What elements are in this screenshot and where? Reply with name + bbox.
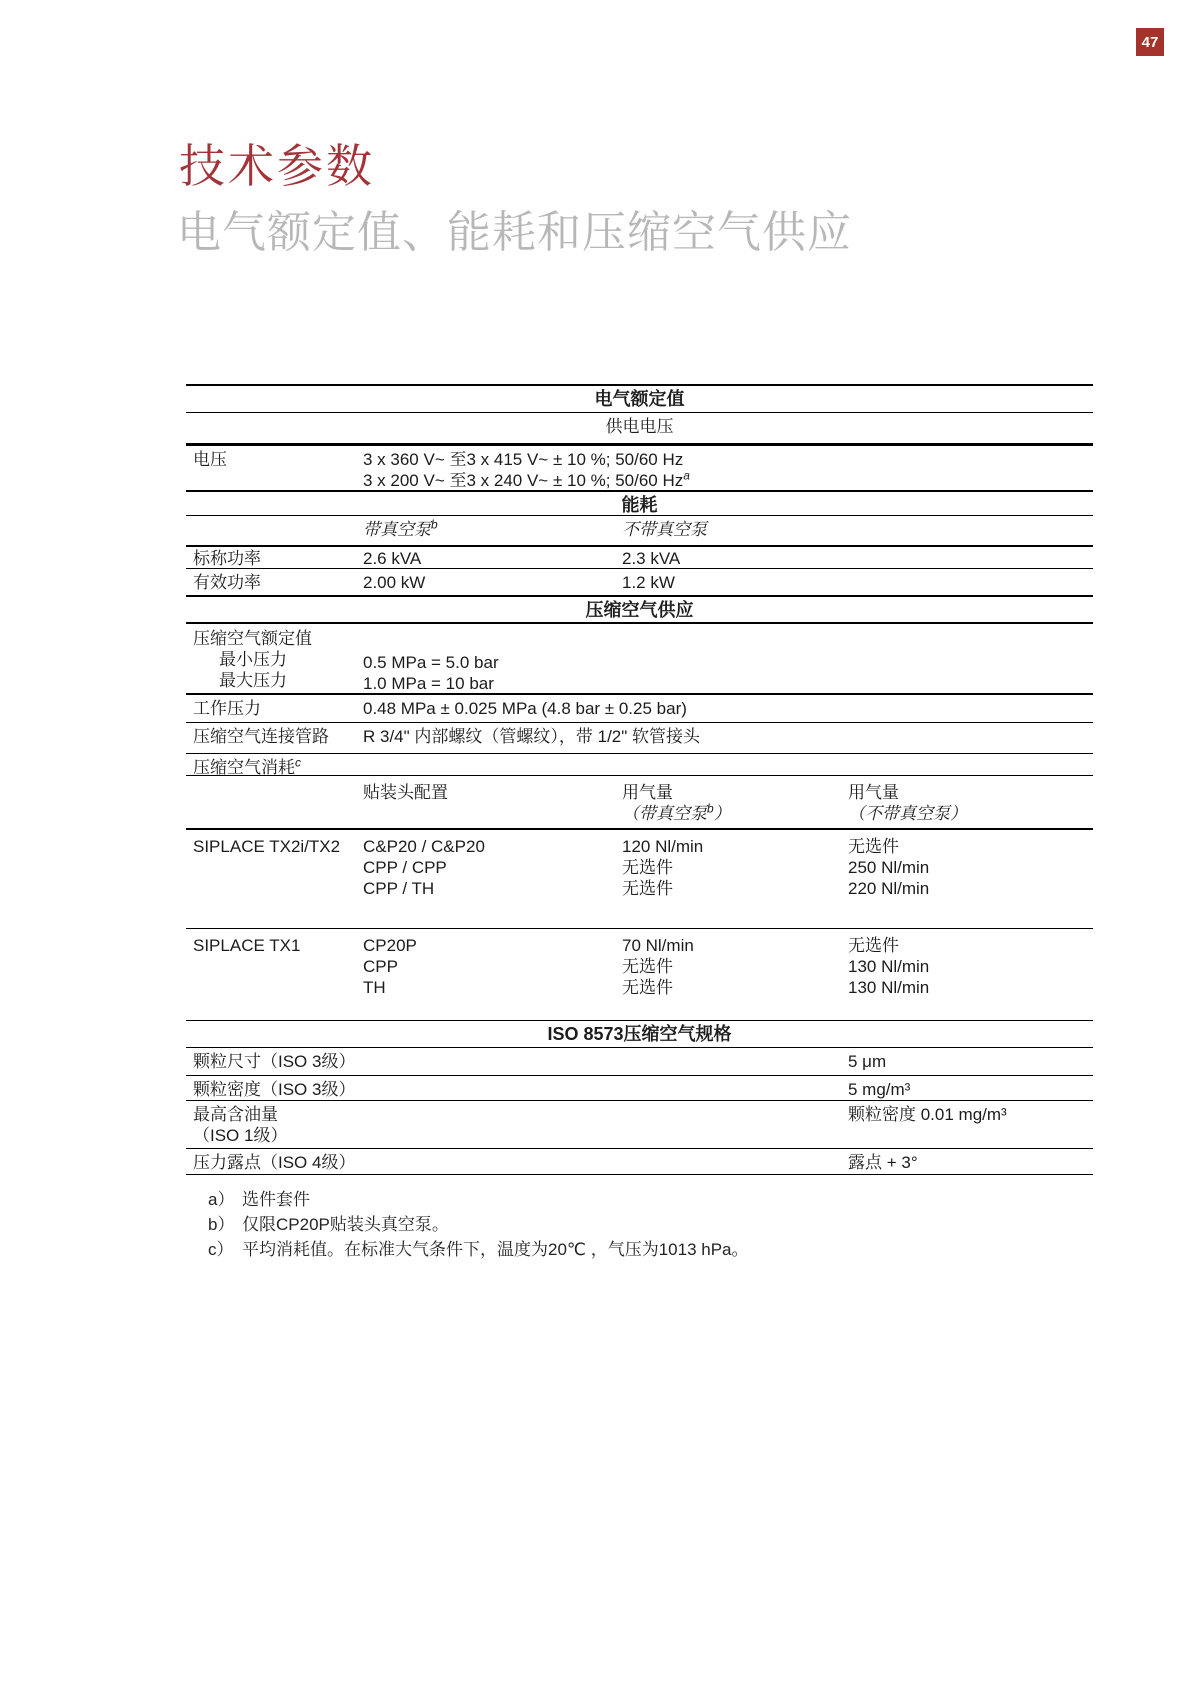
row-label: 颗粒密度（ISO 3级）: [193, 1080, 356, 1099]
row-effective-power: [186, 568, 1093, 595]
row-value: 露点 + 3°: [848, 1153, 918, 1172]
footnotes: [208, 1188, 749, 1263]
machine-configs: C&P20 / C&P20 CPP / CPP CPP / TH: [363, 837, 485, 898]
col-usage-with-pump: 用气量 （带真空泵$^b$）: [622, 783, 731, 823]
row-particle-density: [186, 1075, 1093, 1100]
row-max-oil-content: [186, 1100, 1093, 1148]
row-supply-voltage-header: [186, 412, 1093, 443]
max-pressure-value: 1.0 MPa = 10 bar: [363, 674, 494, 693]
row-machine-tx2: [186, 828, 1093, 928]
row-label: 最高含油量 （ISO 1级）: [193, 1105, 288, 1145]
section-title: 压缩空气供应: [585, 600, 694, 620]
footnote-a: a） 选件套件: [208, 1190, 310, 1209]
col-without-pump: 不带真空泵: [622, 520, 707, 539]
row-label: 压力露点（ISO 4级）: [193, 1153, 356, 1172]
row-label: 电压: [193, 450, 227, 469]
machine-usage-with-pump: 120 Nl/min 无选件 无选件: [622, 837, 704, 898]
machine-usage-with-pump: 70 Nl/min 无选件 无选件: [622, 936, 694, 997]
page-number: 47: [1141, 33, 1159, 51]
row-voltage: [186, 443, 1093, 490]
row-label: 有效功率: [193, 573, 261, 592]
rating-label: 压缩空气额定值: [193, 629, 312, 648]
value-with-pump: 2.6 kVA: [363, 549, 422, 568]
value-without-pump: 1.2 kW: [622, 573, 675, 592]
row-air-rating: [186, 622, 1093, 693]
row-label: 标称功率: [193, 549, 261, 568]
col-with-pump: 带真空泵$^b$: [363, 517, 438, 539]
machine-usage-without-pump: 无选件 130 Nl/min 130 Nl/min: [848, 936, 930, 997]
footnote-b: b） 仅限CP20P贴装头真空泵。: [208, 1215, 449, 1234]
connection-value: R 3/4" 内部螺纹（管螺纹），带 1/2" 软管接头: [363, 727, 701, 746]
rating-values: [363, 628, 1093, 694]
machine-name: SIPLACE TX1: [193, 936, 301, 955]
section-header-electrical: [186, 384, 1093, 412]
rating-labels: [186, 628, 363, 694]
value-with-pump: 2.00 kW: [363, 573, 426, 592]
min-pressure-value: 0.5 MPa = 5.0 bar: [363, 653, 499, 672]
page-title: 技术参数: [179, 139, 375, 193]
section-title: 电气额定值: [594, 389, 685, 409]
row-nominal-power: [186, 545, 1093, 568]
row-air-consumption: [186, 753, 1093, 775]
col-head-config: 贴装头配置: [363, 783, 448, 802]
row-label: 工作压力: [193, 699, 261, 718]
row-working-pressure: [186, 693, 1093, 722]
footnote-ref-a: a: [683, 468, 690, 483]
subsection-title: 供电电压: [605, 417, 674, 436]
voltage-line2: 3 x 200 V~ 至3 x 240 V~ ± 10 %; 50/60 Hz$^a$: [363, 468, 690, 490]
row-particle-size: [186, 1047, 1093, 1075]
machine-configs: CP20P CPP TH: [363, 936, 417, 997]
row-air-connection: [186, 722, 1093, 753]
row-label: 压缩空气连接管路: [193, 727, 329, 746]
row-machine-tx1: [186, 928, 1093, 1020]
section-title: ISO 8573压缩空气规格: [547, 1024, 732, 1044]
row-value: 5 mg/m³: [848, 1080, 911, 1099]
spec-table: [186, 384, 1093, 1175]
row-pump-columns: [186, 515, 1093, 545]
page-subtitle: 电气额定值、能耗和压缩空气供应: [177, 207, 852, 258]
min-pressure-label: 最小压力: [219, 650, 287, 669]
machine-name: SIPLACE TX2i/TX2: [193, 837, 341, 856]
value-without-pump: 2.3 kVA: [622, 549, 681, 568]
voltage-values: [363, 449, 1093, 491]
section-header-iso: [186, 1020, 1093, 1047]
footnote-ref-c: c: [295, 755, 301, 770]
footnote-ref-b: b: [707, 801, 714, 816]
row-value: 颗粒密度 0.01 mg/m³: [848, 1105, 1007, 1124]
row-consumption-columns: [186, 775, 1093, 828]
section-header-compressed-air: [186, 595, 1093, 622]
footnote-ref-b: b: [431, 517, 438, 532]
working-pressure-value: 0.48 MPa ± 0.025 MPa (4.8 bar ± 0.25 bar): [363, 699, 687, 718]
max-pressure-label: 最大压力: [219, 671, 287, 690]
row-label: 颗粒尺寸（ISO 3级）: [193, 1052, 356, 1071]
row-pressure-dew-point: [186, 1148, 1093, 1175]
consumption-label: 压缩空气消耗$^c$: [193, 755, 301, 777]
footnote-c: c） 平均消耗值。在标准大气条件下，温度为20℃ ，气压为1013 hPa。: [208, 1240, 749, 1259]
machine-usage-without-pump: 无选件 250 Nl/min 220 Nl/min: [848, 837, 930, 898]
page-number-badge: [1136, 28, 1164, 56]
section-title: 能耗: [621, 495, 658, 515]
col-usage-without-pump: 用气量 （不带真空泵）: [848, 783, 967, 823]
row-value: 5 μm: [848, 1052, 887, 1071]
section-header-energy: [186, 490, 1093, 515]
voltage-line1: 3 x 360 V~ 至3 x 415 V~ ± 10 %; 50/60 Hz: [363, 450, 684, 469]
